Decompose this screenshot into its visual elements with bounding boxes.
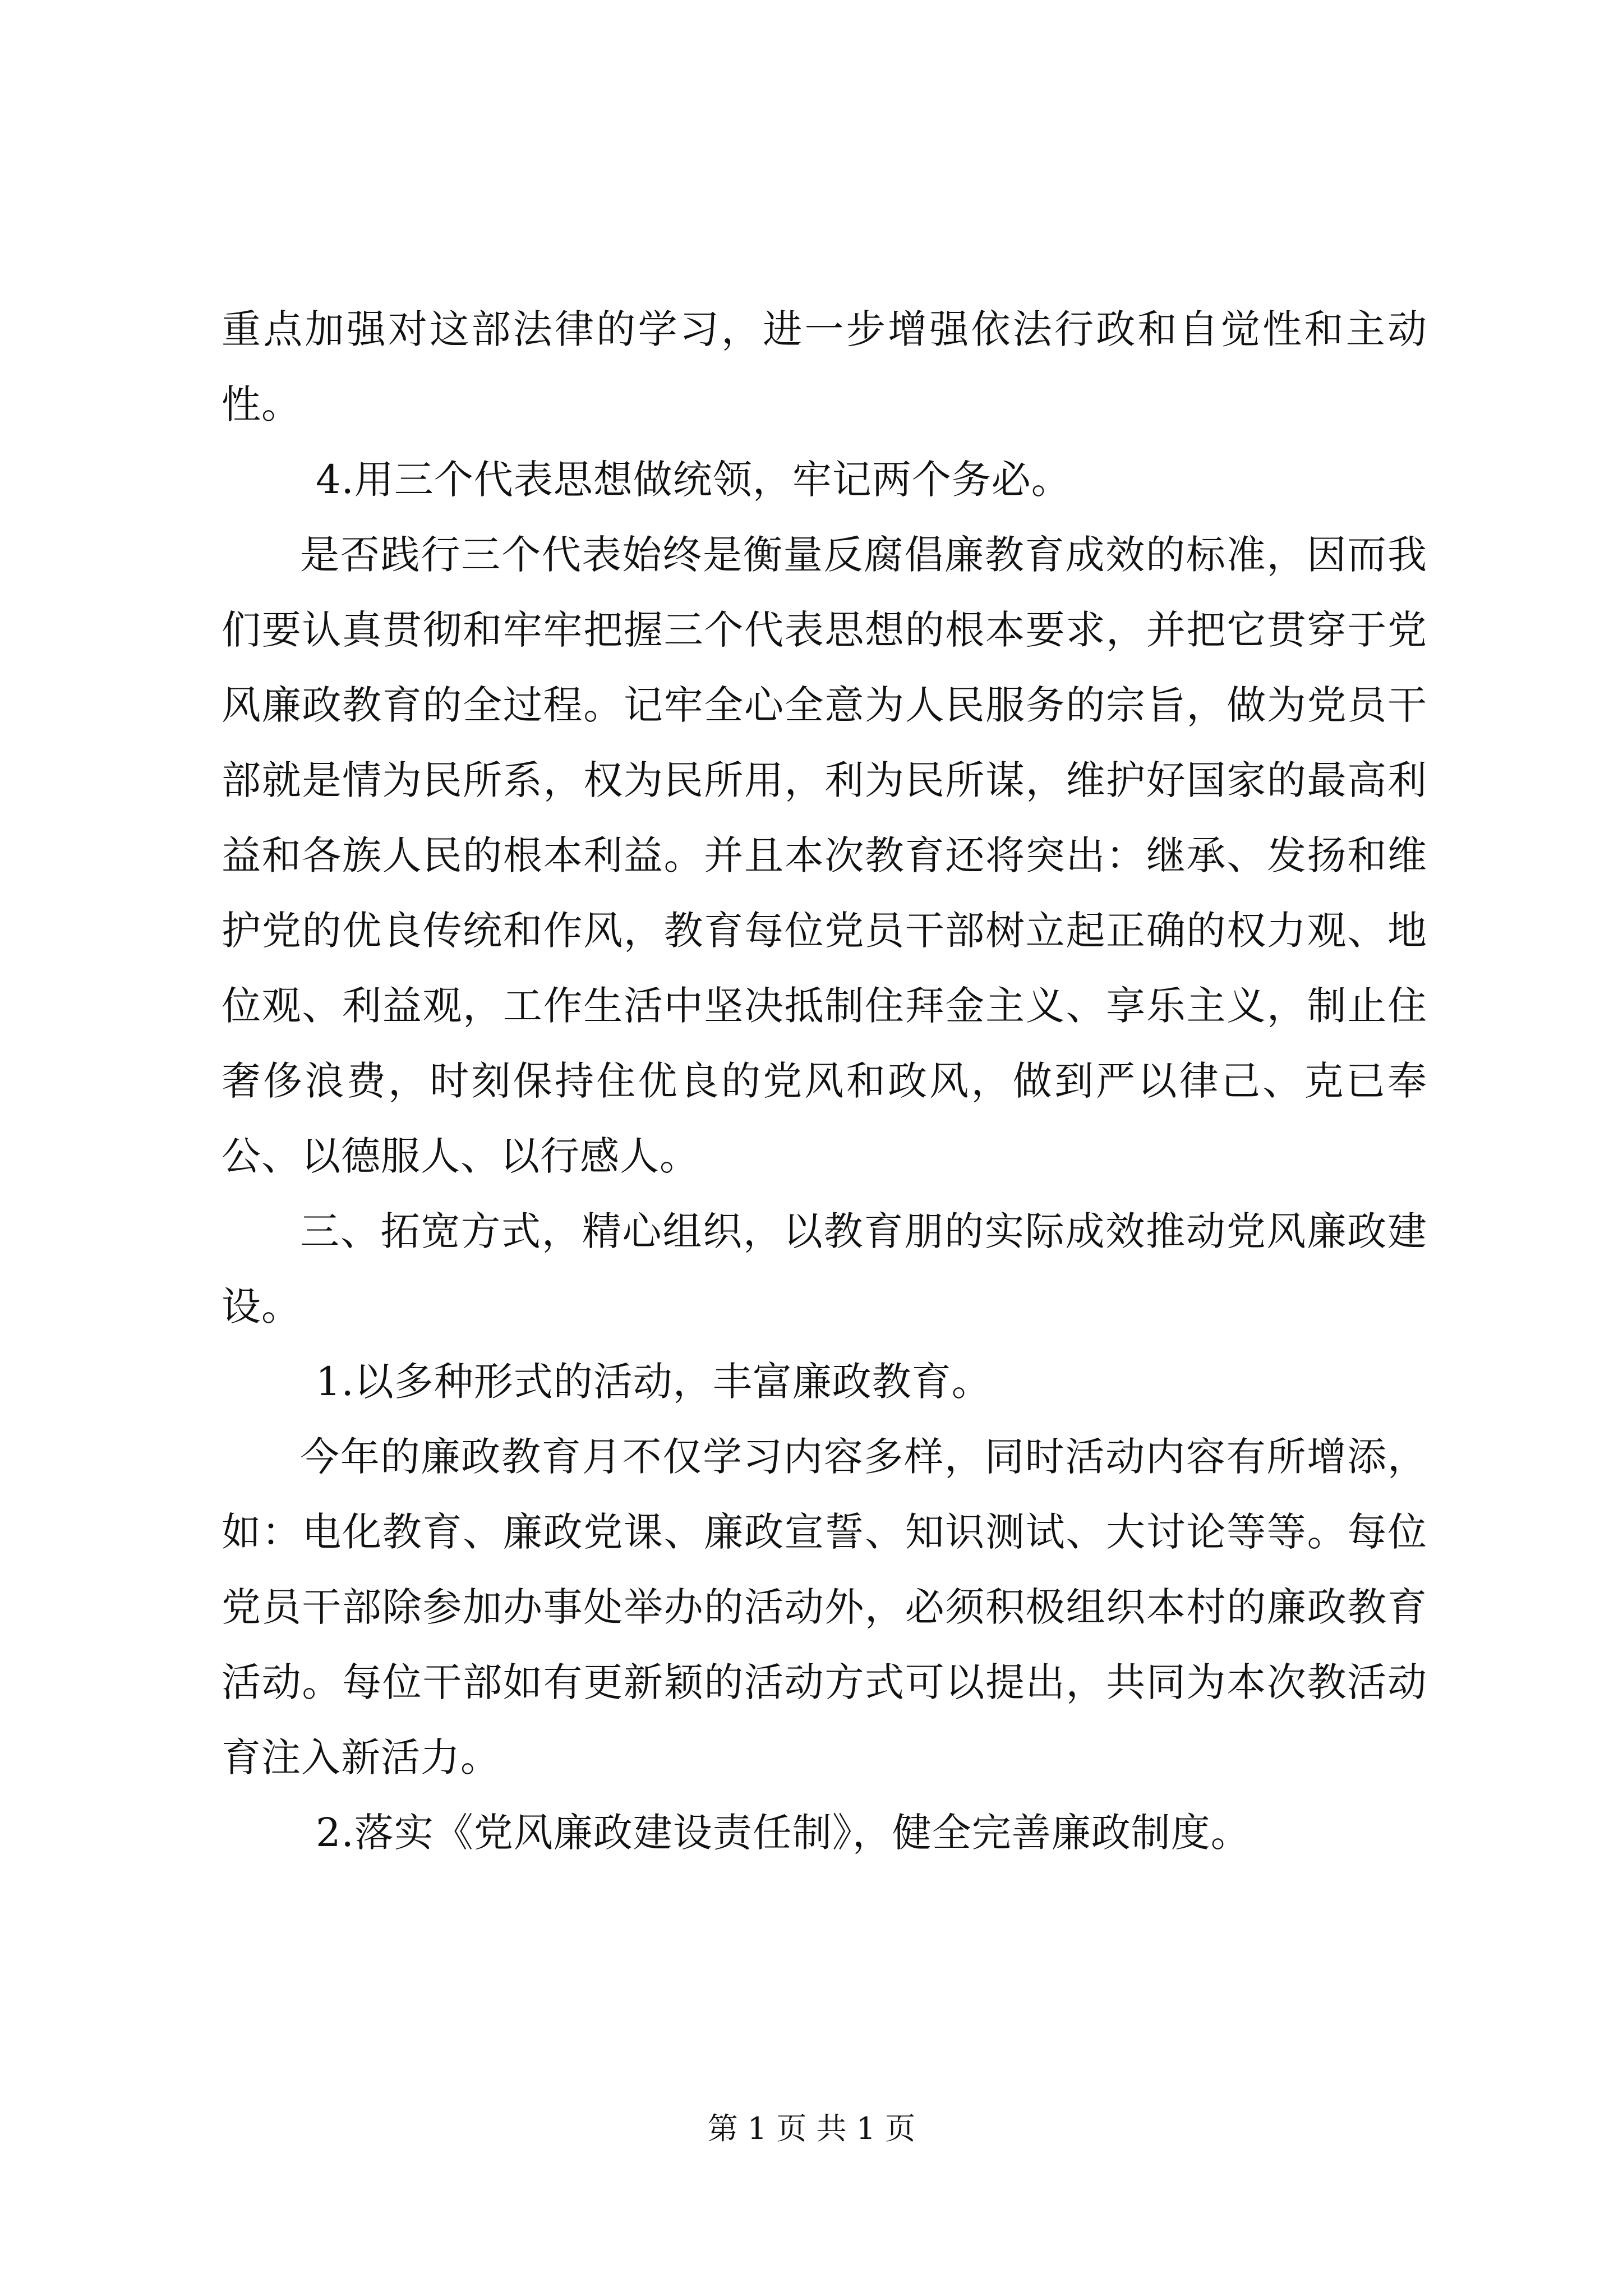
document-body [222,292,1427,1870]
paragraph-activities: 今年的廉政教育月不仅学习内容多样，同时活动内容有所增添，如：电化教育、廉政党课、廉政宣誓、知识测试、大讨论等等。每位党员干部除参加办事处举办的活动外，必须积极组织本村的廉政教育活动。每位干部如有更新颖的活动方式可以提出，共同为本次教活动育注入新活力。 [222,1434,1427,1780]
page-number-label: 第 1 页 共 1 页 [707,2111,916,2146]
paragraph-item-1: 1.以多种形式的活动，丰富廉政教育。 [316,1359,992,1405]
paragraph-item-2: 2.落实《党风廉政建设责任制》，健全完善廉政制度。 [316,1810,1251,1856]
paragraph-continuation: 重点加强对这部法律的学习，进一步增强依法行政和自觉性和主动性。 [222,306,1427,427]
paragraph-three-represents: 是否践行三个代表始终是衡量反腐倡廉教育成效的标准，因而我们要认真贯彻和牢牢把握三个代表思想的根本要求，并把它贯穿于党风廉政教育的全过程。记牢全心全意为人民服务的宗旨，做为党员干部就是情为民所系，权为民所用，利为民所谋，维护好国家的最高利益和各族人民的根本利益。并且本次教育还将突出：继承、发扬和维护党的优良传统和作风，教育每位党员干部树立起正确的权力观、地位观、利益观，工作生活中坚决抵制住拜金主义、享乐主义，制止住奢侈浪费，时刻保持住优良的党风和政风，做到严以律己、克已奉公、以德服人、以行感人。 [222,532,1427,1179]
section-heading-three: 三、拓宽方式，精心组织，以教育朋的实际成效推动党风廉政建设。 [222,1208,1427,1329]
paragraph-item-4: 4.用三个代表思想做统领，牢记两个务必。 [316,457,1071,503]
page-footer [0,2109,1623,2148]
